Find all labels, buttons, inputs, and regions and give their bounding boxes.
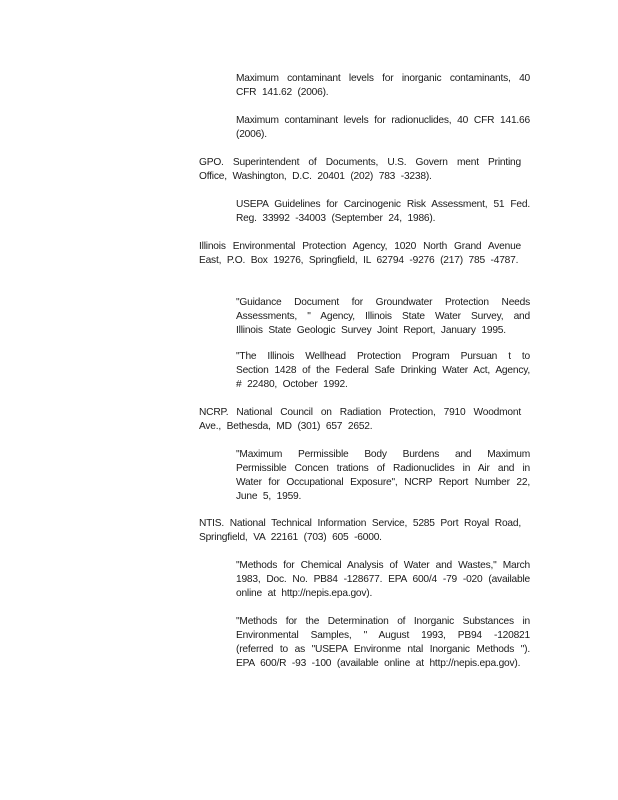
reference-entry: Maximum contaminant levels for inorganic contaminants, 40 CFR 141.62 (2006). — [236, 73, 530, 98]
reference-entry: "Methods for the Determination of Inorganic Substances in Environmental Samples, " August 1993, PB94 -120821 (referred to as "USEPA Environme ntal Inorganic Methods "). EPA 600/R -93 -100 (available online at http://nepis.epa.gov). — [236, 616, 530, 669]
reference-entry: Maximum contaminant levels for radionuclides, 40 CFR 141.66 (2006). — [236, 115, 530, 140]
reference-entry: "Methods for Chemical Analysis of Water and Wastes," March 1983, Doc. No. PB84 -128677. EPA 600/4 -79 -020 (available online at http://nepis.epa.gov). — [236, 560, 530, 599]
reference-entry: USEPA Guidelines for Carcinogenic Risk Assessment, 51 Fed. Reg. 33992 -34003 (September 24, 1986). — [236, 199, 530, 224]
reference-entry: "Guidance Document for Groundwater Protection Needs Assessments, " Agency, Illinois State Water Survey, and Illinois State Geologic Survey Joint Report, January 1995. — [236, 297, 530, 336]
reference-source-entry: Illinois Environmental Protection Agency, 1020 North Grand Avenue East, P.O. Box 19276, Springfield, IL 62794 -9276 (217) 785 -4787. — [199, 241, 521, 266]
reference-source-entry: NCRP. National Council on Radiation Protection, 7910 Woodmont Ave., Bethesda, MD (301) 657 2652. — [199, 407, 521, 432]
reference-source-entry: NTIS. National Technical Information Service, 5285 Port Royal Road, Springfield, VA 22161 (703) 605 -6000. — [199, 518, 521, 543]
reference-entry: "Maximum Permissible Body Burdens and Maximum Permissible Concen trations of Radionuclides in Air and in Water for Occupational Exposure", NCRP Report Number 22, June 5, 1959. — [236, 449, 530, 502]
reference-entry: "The Illinois Wellhead Protection Program Pursuan t to Section 1428 of the Federal Safe Drinking Water Act, Agency, # 22480, October 1992. — [236, 351, 530, 390]
reference-source-entry: GPO. Superintendent of Documents, U.S. Govern ment Printing Office, Washington, D.C. 20401 (202) 783 -3238). — [199, 157, 521, 182]
